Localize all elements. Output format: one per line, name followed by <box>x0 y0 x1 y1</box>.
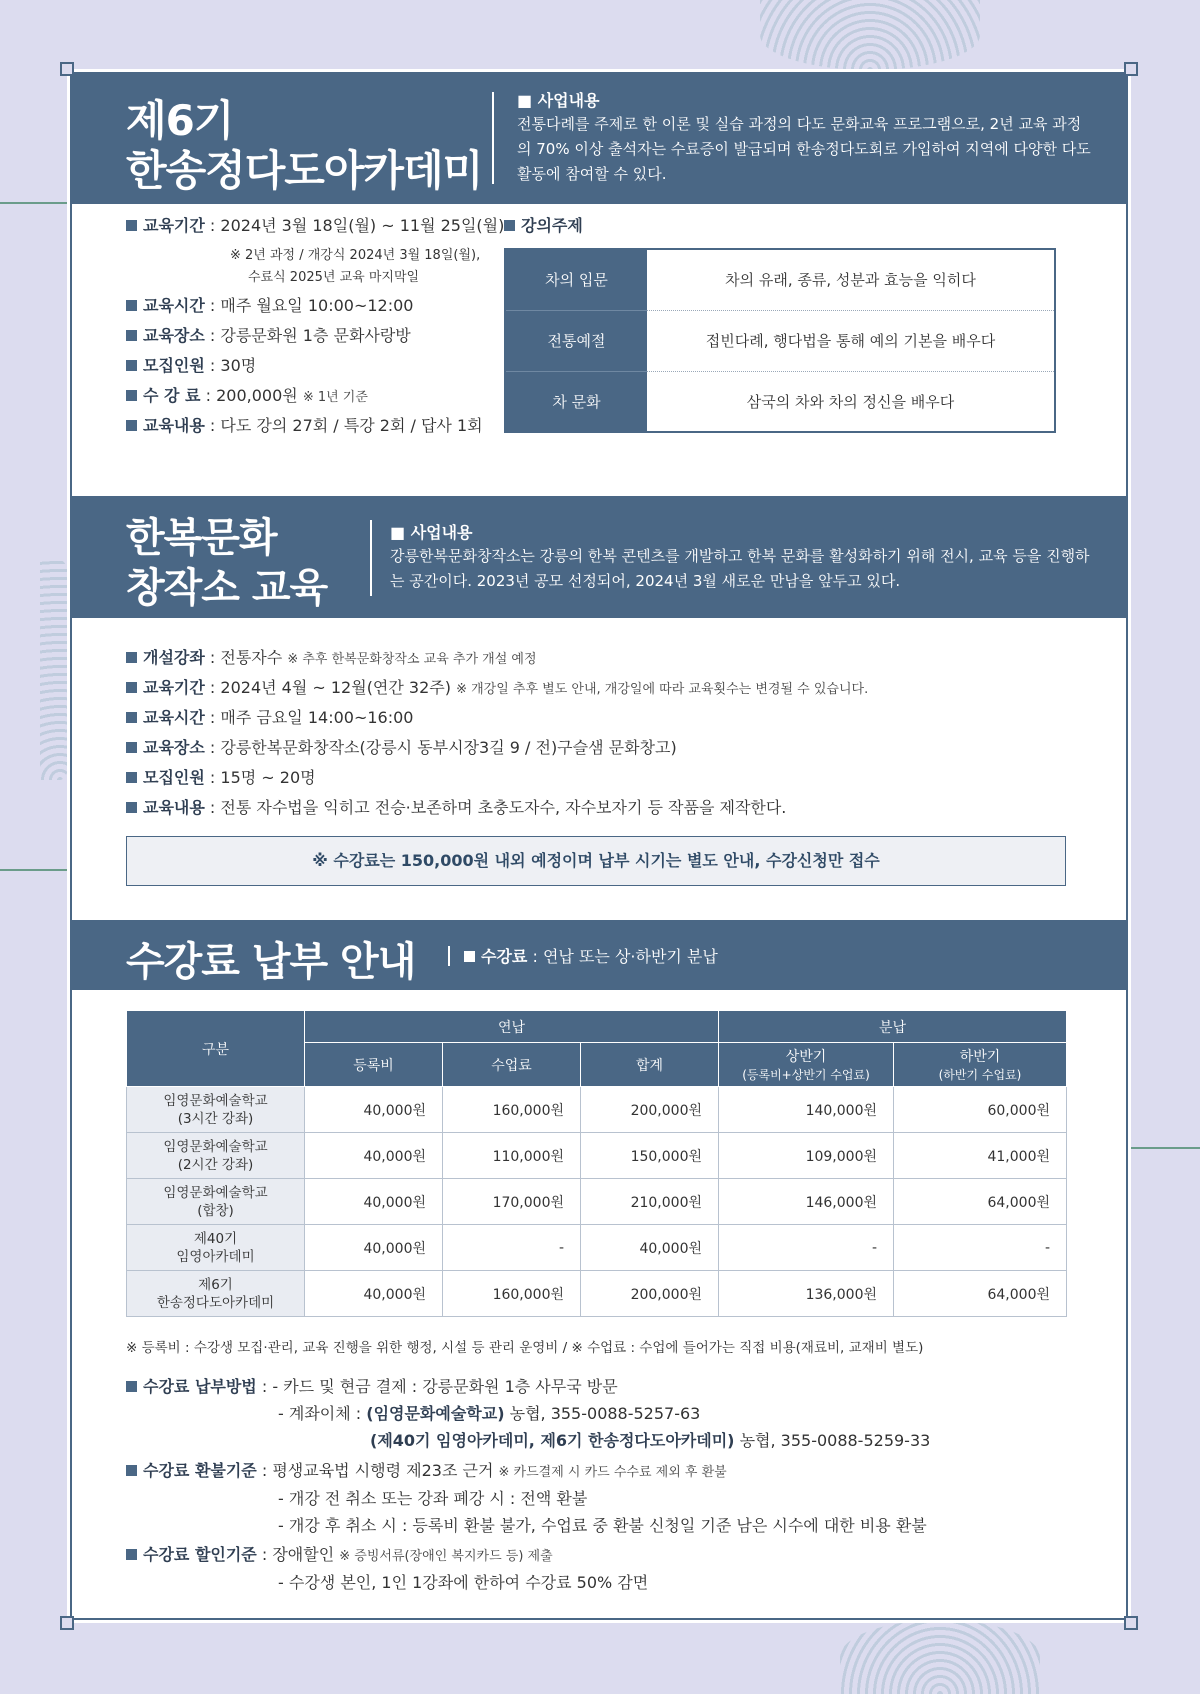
academy-info-capacity: 모집인원 : 30명 <box>126 356 256 376</box>
fee-subtitle: 수강료 : 연납 또는 상·하반기 분납 <box>464 944 718 967</box>
bullet-square <box>126 772 137 783</box>
cell-tuition: 110,000원 <box>443 1133 581 1179</box>
academy-period-note1: ※ 2년 과정 / 개강식 2024년 3월 18일(월), <box>230 248 481 263</box>
refund-row1: 수강료 환불기준 : 평생교육법 시행령 제23조 근거 ※ 카드결제 시 카드 수수료 제외 후 환불 <box>126 1458 727 1481</box>
cell-total: 40,000원 <box>581 1225 719 1271</box>
bullet-square <box>464 951 475 962</box>
hanbok-title-line2: 창작소 교육 <box>126 565 328 611</box>
academy-info-period: 교육기간 : 2024년 3월 18일(월) ~ 11월 25일(월) <box>126 216 504 236</box>
row-name: 제6기 한송정다도아카데미 <box>127 1271 305 1317</box>
refund-row2: - 개강 전 취소 또는 강좌 폐강 시 : 전액 환불 <box>278 1489 588 1508</box>
cell-tuition: - <box>443 1225 581 1271</box>
hanbok-info-content: 교육내용 : 전통 자수법을 익히고 전승·보존하며 초충도자수, 자수보자기 등 작품을 제작한다. <box>126 798 786 818</box>
table-row <box>127 1271 1067 1317</box>
cell-second-half: 64,000원 <box>894 1271 1067 1317</box>
cell-reg: 40,000원 <box>305 1271 443 1317</box>
accent-line-left-top <box>0 202 72 204</box>
bullet-square <box>126 220 137 231</box>
header-first-half: 상반기 (등록비+상반기 수업료) <box>719 1043 894 1087</box>
header-tuition: 수업료 <box>443 1043 581 1087</box>
table-header-row <box>127 1011 1067 1043</box>
row-name: 제40기 임영아카데미 <box>127 1225 305 1271</box>
academy-info-place: 교육장소 : 강릉문화원 1층 문화사랑방 <box>126 326 411 346</box>
cell-total: 150,000원 <box>581 1133 719 1179</box>
fee-title: 수강료 납부 안내 <box>126 939 416 985</box>
academy-header-band <box>72 74 1126 204</box>
discount-row1: 수강료 할인기준 : 장애할인 ※ 증빙서류(장애인 복지카드 등) 제출 <box>126 1542 553 1565</box>
hanbok-title-line1: 한복문화 <box>126 515 277 561</box>
table-row <box>505 310 1055 371</box>
cell-first-half: 146,000원 <box>719 1179 894 1225</box>
bullet-square <box>126 360 137 371</box>
refund-row3: - 개강 후 취소 시 : 등록비 환불 불가, 수업료 중 환불 신청일 기준 남은 시수에 대한 비용 환불 <box>278 1516 927 1535</box>
lecture-desc: 접빈다례, 행다법을 통해 예의 기본을 배우다 <box>647 310 1055 371</box>
bullet-square <box>126 682 137 693</box>
fee-footnote: ※ 등록비 : 수강생 모집·관리, 교육 진행을 위한 행정, 시설 등 관리 운영비 / ※ 수업료 : 수업에 들어가는 직접 비용(재료비, 교재비 별도) <box>126 1340 924 1356</box>
cell-second-half: 60,000원 <box>894 1087 1067 1133</box>
accent-line-left-mid <box>0 869 72 871</box>
cell-first-half: 140,000원 <box>719 1087 894 1133</box>
hanbok-info-place: 교육장소 : 강릉한복문화창작소(강릉시 동부시장3길 9 / 전)구슬샘 문화창고) <box>126 738 677 758</box>
cell-first-half: 136,000원 <box>719 1271 894 1317</box>
corner-ornament <box>1124 62 1138 76</box>
cell-tuition: 160,000원 <box>443 1271 581 1317</box>
cell-total: 210,000원 <box>581 1179 719 1225</box>
bullet-square <box>126 420 137 431</box>
title-divider <box>448 946 450 966</box>
fee-table <box>126 1010 1067 1317</box>
bullet-square <box>126 390 137 401</box>
bullet-square <box>126 330 137 341</box>
academy-period-note2: 수료식 2025년 교육 마지막일 <box>248 270 420 285</box>
cell-second-half: - <box>894 1225 1067 1271</box>
header-split: 분납 <box>719 1011 1067 1043</box>
academy-title-line2: 한송정다도아카데미 <box>126 146 483 195</box>
bullet-square <box>126 1381 137 1392</box>
cell-second-half: 41,000원 <box>894 1133 1067 1179</box>
discount-row2: - 수강생 본인, 1인 1강좌에 한하여 수강료 50% 감면 <box>278 1573 649 1592</box>
bullet-square <box>504 220 515 231</box>
hanbok-fee-notice: ※ 수강료는 150,000원 내외 예정이며 납부 시기는 별도 안내, 수강신청만 접수 <box>126 836 1066 886</box>
academy-title-line1: 제6기 <box>126 96 234 145</box>
title-divider <box>492 92 494 184</box>
bullet-square <box>126 1465 137 1476</box>
cell-reg: 40,000원 <box>305 1225 443 1271</box>
wave-pattern-top <box>760 0 980 70</box>
cell-second-half: 64,000원 <box>894 1179 1067 1225</box>
bullet-square <box>126 1549 137 1560</box>
cell-reg: 40,000원 <box>305 1179 443 1225</box>
header-total: 합계 <box>581 1043 719 1087</box>
lecture-topic: 차의 입문 <box>505 249 647 310</box>
hanbok-info-time: 교육시간 : 매주 금요일 14:00~16:00 <box>126 708 413 728</box>
cell-total: 200,000원 <box>581 1271 719 1317</box>
hanbok-info-capacity: 모집인원 : 15명 ~ 20명 <box>126 768 316 788</box>
fee-header-band <box>72 920 1126 990</box>
hanbok-desc-heading: ■ 사업내용 <box>390 523 473 542</box>
cell-first-half: 109,000원 <box>719 1133 894 1179</box>
bullet-square <box>126 652 137 663</box>
payment-method-row1: 수강료 납부방법 : - 카드 및 현금 결제 : 강릉문화원 1층 사무국 방문 <box>126 1374 618 1397</box>
lecture-desc: 삼국의 차와 차의 정신을 배우다 <box>746 392 955 411</box>
hanbok-description: 강릉한복문화창작소는 강릉의 한복 콘텐츠를 개발하고 한복 문화를 활성화하기 위해 전시, 교육 등을 진행하는 공간이다. 2023년 공모 선정되어, 2024년 3월 새로운 만남을 앞두고 있다. <box>390 547 1090 590</box>
academy-desc-heading: ■ 사업내용 <box>517 91 600 110</box>
header-reg: 등록비 <box>305 1043 443 1087</box>
header-annual: 연납 <box>305 1011 719 1043</box>
cell-tuition: 160,000원 <box>443 1087 581 1133</box>
cell-first-half: - <box>719 1225 894 1271</box>
hanbok-info-course: 개설강좌 : 전통자수 ※ 추후 한복문화창작소 교육 추가 개설 예정 <box>126 648 537 670</box>
lecture-topic: 전통예절 <box>505 310 647 371</box>
hanbok-header-band <box>72 496 1126 618</box>
title-divider <box>370 520 372 596</box>
payment-method-row3: (제40기 임영아카데미, 제6기 한송정다도아카데미) 농협, 355-0088-5259-33 <box>370 1431 931 1450</box>
cell-total: 200,000원 <box>581 1087 719 1133</box>
accent-line-right <box>1128 1147 1200 1149</box>
payment-method-row2: - 계좌이체 : (임영문화예술학교) 농협, 355-0088-5257-63 <box>278 1404 701 1423</box>
table-row <box>505 371 1055 432</box>
cell-reg: 40,000원 <box>305 1133 443 1179</box>
bullet-square <box>126 300 137 311</box>
bullet-square <box>126 712 137 723</box>
table-row <box>127 1133 1067 1179</box>
header-category: 구분 <box>127 1011 305 1087</box>
corner-ornament <box>1124 1616 1138 1630</box>
lecture-topics-table <box>504 248 1056 433</box>
cell-reg: 40,000원 <box>305 1087 443 1133</box>
table-row <box>505 249 1055 310</box>
table-row <box>127 1225 1067 1271</box>
hanbok-info-period: 교육기간 : 2024년 4월 ~ 12월(연간 32주) ※ 개강일 추후 별도 안내, 개강일에 따라 교육횟수는 변경될 수 있습니다. <box>126 678 868 700</box>
academy-description: 전통다례를 주제로 한 이론 및 실습 과정의 다도 문화교육 프로그램으로, 2년 교육 과정의 70% 이상 출석자는 수료증이 발급되며 한송정다도회로 가입하여 지역에 다양한 다도활동에 참여할 수 있다. <box>517 115 1091 183</box>
academy-info-content: 교육내용 : 다도 강의 27회 / 특강 2회 / 답사 1회 <box>126 416 483 436</box>
lecture-desc: 차의 유래, 종류, 성분과 효능을 익히다 <box>647 249 1055 310</box>
bullet-square <box>126 742 137 753</box>
row-name: 임영문화예술학교 (3시간 강좌) <box>127 1087 305 1133</box>
table-row <box>127 1179 1067 1225</box>
bullet-square <box>126 802 137 813</box>
academy-info-fee: 수 강 료 : 200,000원 ※ 1년 기준 <box>126 386 368 408</box>
header-second-half: 하반기 (하반기 수업료) <box>894 1043 1067 1087</box>
academy-info-time: 교육시간 : 매주 월요일 10:00~12:00 <box>126 296 413 316</box>
row-name: 임영문화예술학교 (2시간 강좌) <box>127 1133 305 1179</box>
table-row <box>127 1087 1067 1133</box>
row-name: 임영문화예술학교 (합창) <box>127 1179 305 1225</box>
wave-pattern-bottom <box>840 1620 1040 1694</box>
lecture-topics-heading: 강의주제 <box>504 216 583 236</box>
corner-ornament <box>60 1616 74 1630</box>
brochure-card <box>70 72 1128 1620</box>
lecture-topic: 차 문화 <box>505 371 647 432</box>
cell-tuition: 170,000원 <box>443 1179 581 1225</box>
